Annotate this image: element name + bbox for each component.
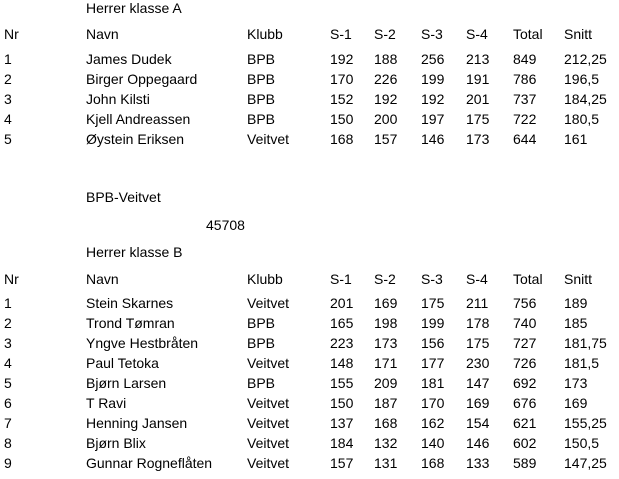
- table-row: [0, 91, 619, 111]
- cell-s2: 209: [374, 375, 398, 391]
- cell-total: 692: [513, 375, 537, 391]
- cell-s2: 132: [374, 435, 398, 451]
- cell-club: BPB: [247, 315, 276, 331]
- cell-s2: 226: [374, 71, 398, 87]
- cell-s3: 192: [421, 91, 445, 107]
- cell-name: Yngve Hestbråten: [86, 335, 199, 351]
- table-row: [0, 131, 619, 151]
- table-row: [0, 415, 619, 435]
- column-header-total: Total: [513, 271, 543, 287]
- cell-s2: 171: [374, 355, 398, 371]
- cell-nr: 1: [4, 51, 12, 67]
- cell-s2: 198: [374, 315, 398, 331]
- column-header-name: Navn: [86, 271, 119, 287]
- cell-name: James Dudek: [86, 51, 172, 67]
- cell-total: 676: [513, 395, 537, 411]
- table-header-row: [0, 271, 619, 291]
- cell-s1: 201: [330, 295, 354, 311]
- column-header-s2: S-2: [374, 26, 396, 42]
- cell-average: 155,25: [564, 415, 607, 431]
- cell-nr: 7: [4, 415, 12, 431]
- cell-s1: 223: [330, 335, 354, 351]
- cell-s4: 173: [466, 131, 490, 147]
- cell-s2: 157: [374, 131, 398, 147]
- column-header-nr: Nr: [4, 26, 19, 42]
- cell-s4: 178: [466, 315, 490, 331]
- cell-s3: 199: [421, 71, 445, 87]
- cell-name: Bjørn Blix: [86, 435, 146, 451]
- cell-average: 180,5: [564, 111, 600, 127]
- cell-s4: 201: [466, 91, 490, 107]
- cell-nr: 9: [4, 455, 12, 471]
- table-row: [0, 295, 619, 315]
- table-row: [0, 335, 619, 355]
- table-row: [0, 51, 619, 71]
- column-header-s1: S-1: [330, 271, 352, 287]
- cell-s1: 137: [330, 415, 354, 431]
- column-header-s1: S-1: [330, 26, 352, 42]
- cell-s3: 177: [421, 355, 445, 371]
- cell-s4: 147: [466, 375, 490, 391]
- cell-nr: 2: [4, 315, 12, 331]
- cell-s2: 173: [374, 335, 398, 351]
- cell-average: 212,25: [564, 51, 607, 67]
- cell-nr: 2: [4, 71, 12, 87]
- cell-club: BPB: [247, 375, 276, 391]
- cell-average: 189: [564, 295, 588, 311]
- cell-average: 184,25: [564, 91, 607, 107]
- cell-s2: 188: [374, 51, 398, 67]
- cell-s3: 140: [421, 435, 445, 451]
- cell-club: Veitvet: [247, 455, 290, 471]
- cell-s4: 175: [466, 111, 490, 127]
- cell-s1: 157: [330, 455, 354, 471]
- cell-club: Veitvet: [247, 395, 290, 411]
- cell-s2: 192: [374, 91, 398, 107]
- cell-s2: 187: [374, 395, 398, 411]
- cell-s2: 200: [374, 111, 398, 127]
- cell-s4: 191: [466, 71, 490, 87]
- cell-s3: 199: [421, 315, 445, 331]
- cell-total: 849: [513, 51, 537, 67]
- cell-club: Veitvet: [247, 355, 290, 371]
- column-header-s3: S-3: [421, 26, 443, 42]
- cell-nr: 1: [4, 295, 12, 311]
- cell-total: 786: [513, 71, 537, 87]
- cell-average: 150,5: [564, 435, 600, 451]
- cell-club: BPB: [247, 335, 276, 351]
- cell-s2: 169: [374, 295, 398, 311]
- cell-s3: 146: [421, 131, 445, 147]
- cell-total: 644: [513, 131, 537, 147]
- cell-name: Trond Tømran: [86, 315, 175, 331]
- cell-s1: 148: [330, 355, 354, 371]
- cell-s3: 256: [421, 51, 445, 67]
- cell-total: 737: [513, 91, 537, 107]
- cell-s4: 146: [466, 435, 490, 451]
- cell-s1: 150: [330, 111, 354, 127]
- cell-club: BPB: [247, 91, 276, 107]
- column-header-name: Navn: [86, 26, 119, 42]
- cell-nr: 3: [4, 91, 12, 107]
- cell-name: Bjørn Larsen: [86, 375, 167, 391]
- cell-nr: 6: [4, 395, 12, 411]
- cell-s1: 165: [330, 315, 354, 331]
- cell-s3: 168: [421, 455, 445, 471]
- cell-club: Veitvet: [247, 131, 290, 147]
- column-header-total: Total: [513, 26, 543, 42]
- section-a-title: Herrer klasse A: [86, 0, 182, 16]
- cell-club: BPB: [247, 111, 276, 127]
- cell-nr: 4: [4, 111, 12, 127]
- cell-name: Kjell Andreassen: [86, 111, 191, 127]
- cell-s1: 184: [330, 435, 354, 451]
- cell-total: 589: [513, 455, 537, 471]
- table-row: [0, 315, 619, 335]
- cell-nr: 3: [4, 335, 12, 351]
- cell-s4: 211: [466, 295, 489, 311]
- cell-club: Veitvet: [247, 435, 290, 451]
- cell-average: 147,25: [564, 455, 607, 471]
- cell-s3: 156: [421, 335, 445, 351]
- table-row: [0, 355, 619, 375]
- cell-name: T Ravi: [86, 395, 127, 411]
- cell-s1: 150: [330, 395, 354, 411]
- cell-s1: 192: [330, 51, 354, 67]
- cell-club: Veitvet: [247, 295, 290, 311]
- column-header-s3: S-3: [421, 271, 443, 287]
- column-header-s4: S-4: [466, 271, 488, 287]
- column-header-s2: S-2: [374, 271, 396, 287]
- cell-s1: 168: [330, 131, 354, 147]
- cell-average: 181,5: [564, 355, 600, 371]
- cell-name: Henning Jansen: [86, 415, 188, 431]
- cell-s3: 170: [421, 395, 445, 411]
- table-row: [0, 395, 619, 415]
- cell-name: John Kilsti: [86, 91, 150, 107]
- cell-s3: 175: [421, 295, 445, 311]
- cell-total: 726: [513, 355, 537, 371]
- cell-name: Gunnar Rogneflåten: [86, 455, 213, 471]
- table-row: [0, 111, 619, 131]
- cell-s4: 213: [466, 51, 490, 67]
- cell-s4: 133: [466, 455, 490, 471]
- match-number: 45708: [206, 217, 245, 233]
- cell-s1: 155: [330, 375, 354, 391]
- cell-name: Paul Tetoka: [86, 355, 159, 371]
- column-header-average: Snitt: [564, 271, 593, 287]
- cell-s3: 197: [421, 111, 445, 127]
- cell-total: 740: [513, 315, 537, 331]
- cell-nr: 4: [4, 355, 12, 371]
- cell-average: 196,5: [564, 71, 600, 87]
- cell-club: Veitvet: [247, 415, 290, 431]
- table-header-row: [0, 26, 619, 46]
- section-b-title: Herrer klasse B: [86, 244, 183, 260]
- cell-s2: 168: [374, 415, 398, 431]
- cell-s4: 230: [466, 355, 490, 371]
- cell-s4: 169: [466, 395, 490, 411]
- cell-s3: 162: [421, 415, 445, 431]
- cell-s2: 131: [374, 455, 398, 471]
- cell-average: 161: [564, 131, 588, 147]
- cell-total: 621: [513, 415, 537, 431]
- column-header-average: Snitt: [564, 26, 593, 42]
- cell-s1: 170: [330, 71, 354, 87]
- column-header-club: Klubb: [247, 271, 283, 287]
- cell-total: 756: [513, 295, 537, 311]
- cell-total: 727: [513, 335, 537, 351]
- cell-total: 602: [513, 435, 537, 451]
- column-header-club: Klubb: [247, 26, 283, 42]
- cell-s1: 152: [330, 91, 354, 107]
- cell-s3: 181: [421, 375, 445, 391]
- cell-nr: 5: [4, 375, 12, 391]
- cell-average: 173: [564, 375, 588, 391]
- cell-average: 169: [564, 395, 588, 411]
- cell-average: 181,75: [564, 335, 607, 351]
- match-label: BPB-Veitvet: [86, 189, 161, 205]
- table-row: [0, 435, 619, 455]
- cell-name: Øystein Eriksen: [86, 131, 185, 147]
- table-row: [0, 375, 619, 395]
- cell-s4: 175: [466, 335, 490, 351]
- cell-nr: 5: [4, 131, 12, 147]
- cell-average: 185: [564, 315, 588, 331]
- cell-club: BPB: [247, 71, 276, 87]
- column-header-nr: Nr: [4, 271, 19, 287]
- cell-total: 722: [513, 111, 537, 127]
- cell-nr: 8: [4, 435, 12, 451]
- column-header-s4: S-4: [466, 26, 488, 42]
- table-row: [0, 71, 619, 91]
- table-row: [0, 455, 619, 475]
- cell-s4: 154: [466, 415, 490, 431]
- cell-club: BPB: [247, 51, 276, 67]
- cell-name: Stein Skarnes: [86, 295, 174, 311]
- cell-name: Birger Oppegaard: [86, 71, 198, 87]
